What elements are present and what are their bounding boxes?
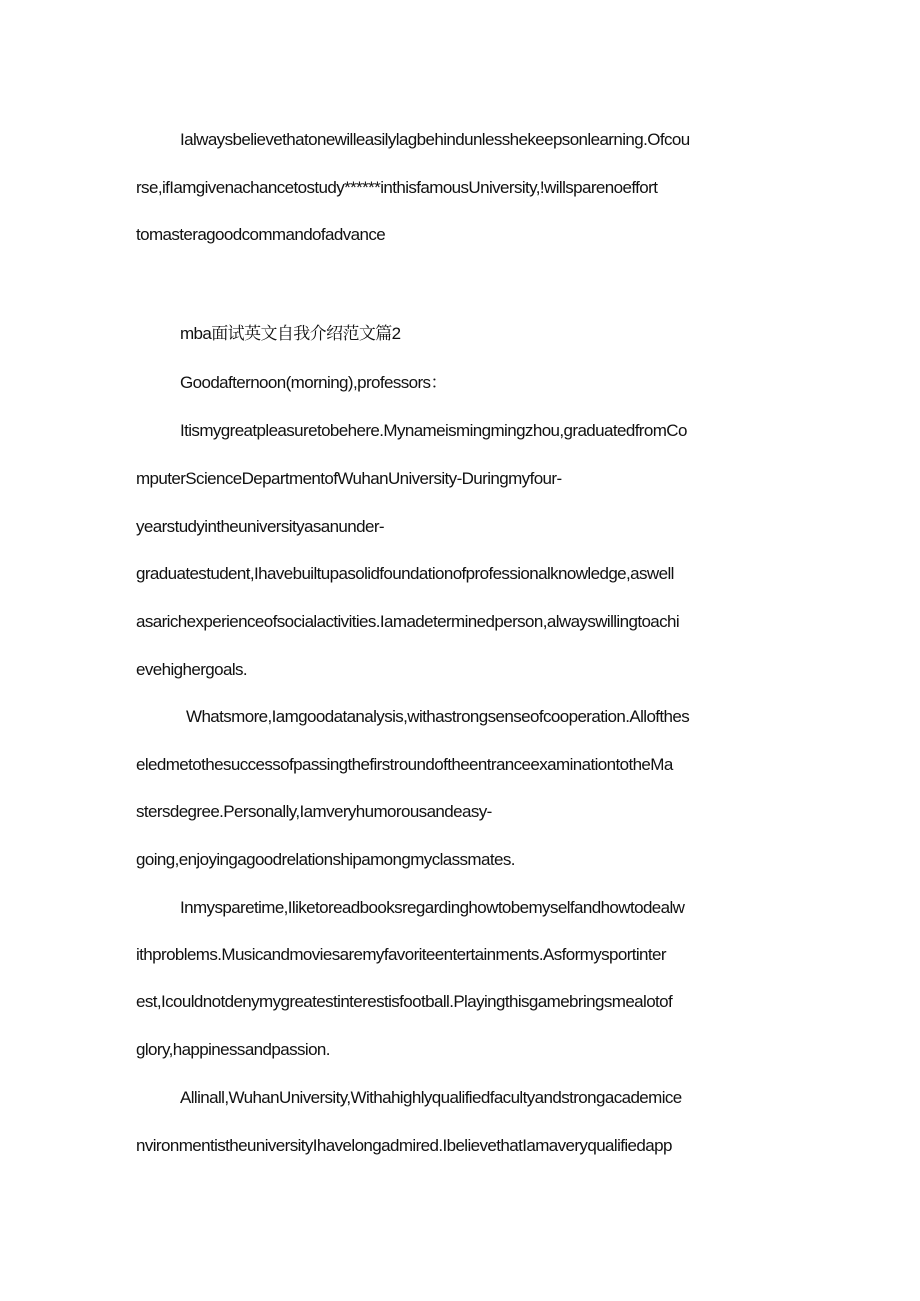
text-line: tomasteragoodcommandofadvance	[136, 225, 386, 244]
text-line: evehighergoals.	[136, 660, 248, 679]
text-line: glory,happinessandpassion.	[136, 1040, 330, 1059]
text-line: Ialwaysbelievethatonewilleasilylagbehindunlesshekeepsonlearning.Ofcou	[180, 130, 690, 149]
text-line: Whatsmore,Iamgoodatanalysis,withastrongsenseofcooperation.Allofthes	[186, 707, 690, 726]
text-line: Inmysparetime,Iliketoreadbooksregardinghowtobemyselfandhowtodealw	[180, 898, 685, 917]
text-line: est,Icouldnotdenymygreatestinterestisfootball.Playingthisgamebringsmealotof	[136, 992, 673, 1011]
text-line: rse,ifIamgivenachancetostudy******inthisfamousUniversity,!willsparenoeffort	[136, 178, 658, 197]
text-line: Itismygreatpleasuretobehere.Mynameismingmingzhou,graduatedfromCo	[180, 421, 687, 440]
text-line: ithproblems.Musicandmoviesaremyfavoriteentertainments.Asformysportinter	[136, 945, 666, 964]
text-line: eledmetothesuccessofpassingthefirstroundoftheentranceexaminationtotheMa	[136, 755, 673, 774]
text-line: yearstudyintheuniversityasanunder-	[136, 517, 384, 536]
text-line: mputerScienceDepartmentofWuhanUniversity-Duringmyfour-	[136, 469, 562, 488]
text-line: graduatestudent,Ihavebuiltupasolidfoundationofprofessionalknowledge,aswell	[136, 564, 674, 583]
section-heading: mba面试英文自我介绍范文篇2	[180, 324, 401, 343]
text-line: Allinall,WuhanUniversity,Withahighlyqualifiedfacultyandstrongacademice	[180, 1088, 682, 1107]
text-line: stersdegree.Personally,Iamveryhumorousandeasy-	[136, 802, 492, 821]
text-line: going,enjoyingagoodrelationshipamongmyclassmates.	[136, 850, 515, 869]
text-line: nvironmentistheuniversityIhavelongadmired.IbelievethatIamaveryqualifiedapp	[136, 1136, 672, 1155]
greeting-line: Goodafternoon(morning),professors：	[180, 373, 447, 392]
text-line: asarichexperienceofsocialactivities.Iamadeterminedperson,alwayswillingtoachi	[136, 612, 680, 631]
